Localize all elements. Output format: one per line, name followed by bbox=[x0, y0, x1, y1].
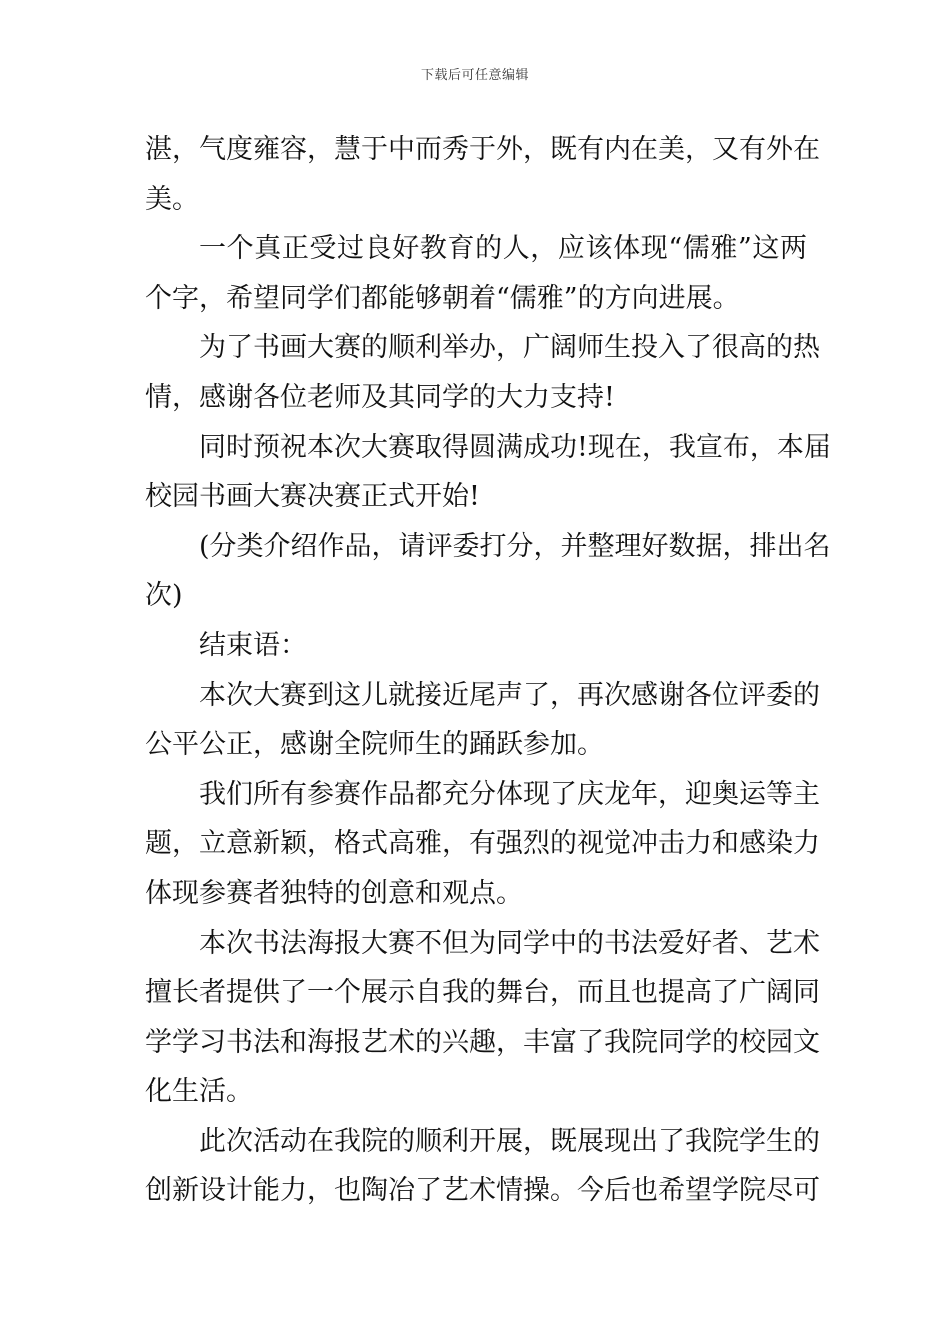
text-line: 学学习书法和海报艺术的兴趣，丰富了我院同学的校园文 bbox=[145, 1026, 820, 1058]
text-line: 我们所有参赛作品都充分体现了庆龙年，迎奥运等主 bbox=[199, 778, 820, 810]
text-line: 同时预祝本次大赛取得圆满成功!现在，我宣布，本届 bbox=[199, 431, 831, 463]
page-header: 下载后可任意编辑 bbox=[420, 68, 529, 83]
text-line: 公平公正，感谢全院师生的踊跃参加。 bbox=[145, 729, 604, 761]
text-line: 创新设计能力，也陶冶了艺术情操。今后也希望学院尽可 bbox=[145, 1175, 820, 1207]
text-line: 美。 bbox=[145, 183, 199, 215]
text-line: 此次活动在我院的顺利开展，既展现出了我院学生的 bbox=[199, 1125, 820, 1157]
text-line: 本次书法海报大赛不但为同学中的书法爱好者、艺术 bbox=[199, 927, 820, 959]
text-line: 情，感谢各位老师及其同学的大力支持! bbox=[145, 381, 615, 413]
text-line: 校园书画大赛决赛正式开始! bbox=[145, 481, 480, 513]
text-line: 结束语： bbox=[199, 629, 307, 661]
text-line: 为了书画大赛的顺利举办，广阔师生投入了很高的热 bbox=[199, 332, 820, 364]
text-line: (分类介绍作品，请评委打分，并整理好数据，排出名 bbox=[199, 530, 831, 562]
text-line: 擅长者提供了一个展示自我的舞台，而且也提高了广阔同 bbox=[145, 977, 820, 1009]
text-line: 次) bbox=[145, 580, 183, 612]
text-line: 一个真正受过良好教育的人，应该体现“儒雅”这两 bbox=[199, 233, 807, 265]
document-body bbox=[145, 125, 831, 1216]
text-line: 化生活。 bbox=[145, 1076, 253, 1108]
text-line: 湛，气度雍容，慧于中而秀于外，既有内在美，又有外在 bbox=[145, 134, 820, 165]
text-line: 题，立意新颖，格式高雅，有强烈的视觉冲击力和感染力 bbox=[145, 828, 820, 860]
text-line: 体现参赛者独特的创意和观点。 bbox=[145, 877, 523, 909]
text-line: 本次大赛到这儿就接近尾声了，再次感谢各位评委的 bbox=[199, 679, 820, 711]
text-line: 个字，希望同学们都能够朝着“儒雅”的方向进展。 bbox=[145, 282, 740, 314]
